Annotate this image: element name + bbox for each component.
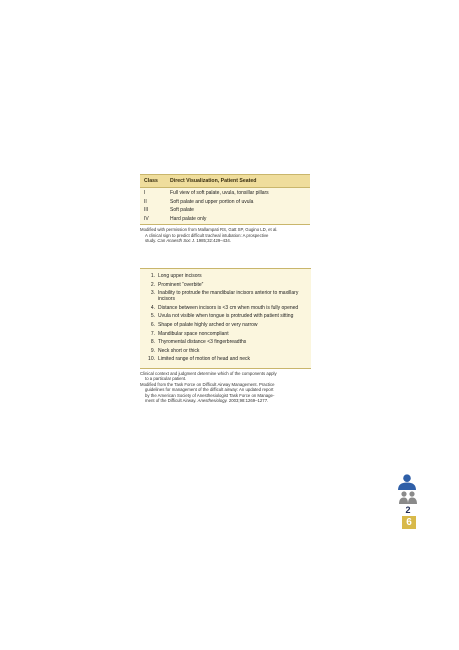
group-icon bbox=[399, 491, 417, 505]
note-line: Clinical context and judgment determine which of the components apply bbox=[140, 370, 277, 376]
table-notes bbox=[140, 371, 311, 403]
person-icon bbox=[396, 474, 418, 490]
page-number: 2 bbox=[405, 505, 411, 515]
list-item: 7. Mandibular space noncompliant bbox=[150, 330, 229, 337]
list-item: 1. Long upper incisors bbox=[150, 273, 202, 279]
table-header-row bbox=[140, 174, 310, 188]
note-line: Modified with permission from Mallampati RS, Gatt SP, Gugino LD, et al. bbox=[140, 227, 278, 232]
table-row bbox=[140, 198, 310, 207]
note-line: Modified from the Task Force on Difficult Airway Management. Practice bbox=[140, 381, 275, 387]
list-item: 2. Prominent “overbite” bbox=[150, 281, 204, 288]
airway-predictors-table bbox=[140, 268, 311, 403]
table-source-note bbox=[140, 227, 310, 244]
list-item: 3. Inability to protrude the mandibular incisors anterior to maxillary incisors bbox=[150, 290, 299, 303]
note-line: to a particular patient. bbox=[145, 376, 187, 382]
description-cell: Full view of soft palate, uvula, tonsillar pillars bbox=[170, 190, 269, 197]
class-cell: I bbox=[144, 190, 146, 197]
journal-name: Anesthesiology. bbox=[197, 397, 228, 403]
class-cell: IV bbox=[144, 215, 149, 222]
class-cell: II bbox=[144, 198, 147, 205]
list-item: 9. Neck short or thick bbox=[150, 347, 200, 354]
table-row bbox=[140, 215, 310, 224]
note-line: guidelines for management of the difficult airway: An updated report bbox=[145, 387, 274, 393]
list-item: 10. Limited range of motion of head and neck bbox=[148, 356, 251, 363]
table-body bbox=[140, 188, 310, 225]
list-item: 6. Shape of palate highly arched or very narrow bbox=[150, 321, 258, 328]
chapter-badge: 6 bbox=[402, 516, 416, 529]
journal-name: Can Anaesth Soc J. bbox=[157, 238, 196, 244]
note-line: ment of the Difficult Airway. Anesthesiology. 2003;98:1269–1277. bbox=[145, 397, 269, 403]
note-line: study. Can Anaesth Soc J. 1985;32:429–434. bbox=[145, 238, 232, 244]
header-description: Direct Visualization, Patient Seated bbox=[170, 178, 257, 184]
description-cell: Hard palate only bbox=[170, 215, 207, 222]
description-cell: Soft palate and upper portion of uvula bbox=[170, 198, 254, 205]
class-cell: III bbox=[144, 207, 149, 214]
description-cell: Soft palate bbox=[170, 207, 194, 214]
header-class: Class bbox=[144, 178, 158, 184]
mallampati-table bbox=[140, 174, 310, 244]
table-row bbox=[140, 206, 310, 215]
predictors-list bbox=[140, 268, 311, 369]
list-item: 4. Distance between incisors is <3 cm when mouth is fully opened bbox=[150, 304, 299, 311]
list-item: 5. Uvula not visible when tongue is protruded with patient sitting bbox=[150, 313, 294, 320]
table-row bbox=[140, 189, 310, 198]
note-line: by the American Society of Anesthesiologist Task Force on Manage- bbox=[145, 392, 275, 398]
note-line: A clinical sign to predict difficult tracheal intubation: A prospective bbox=[145, 232, 269, 238]
list-item: 8. Thyromental distance <3 fingerbreadths bbox=[150, 339, 247, 346]
